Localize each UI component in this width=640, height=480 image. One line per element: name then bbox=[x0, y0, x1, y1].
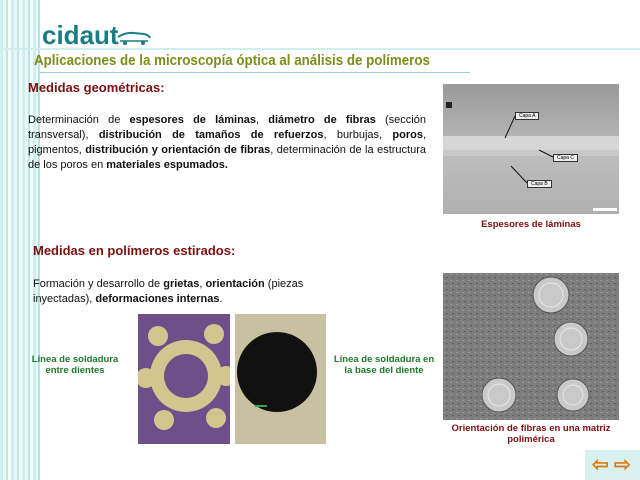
text-run: espesores de láminas bbox=[129, 114, 257, 126]
prev-arrow-icon[interactable]: ⇦ bbox=[592, 454, 609, 476]
laminate-caption: Espesores de láminas bbox=[481, 219, 581, 230]
text-run: grietas bbox=[163, 278, 200, 290]
text-run: distribución de tamaños de refuerzos bbox=[98, 129, 324, 141]
text-run: (piezas inyectadas), bbox=[33, 278, 304, 305]
layer-tag-a: Capa A bbox=[515, 112, 539, 120]
text-run: deformaciones internas bbox=[95, 293, 220, 305]
text-run: Determinación de bbox=[28, 114, 130, 126]
layer-tag-b: Capa B bbox=[527, 180, 552, 188]
car-logo-icon bbox=[116, 28, 152, 46]
fiber-caption: Orientación de fibras en una matriz polimérica bbox=[451, 423, 611, 445]
text-run: diámetro de fibras bbox=[268, 114, 376, 126]
text-run: , burbujas, bbox=[323, 129, 393, 141]
section-paragraph-stretched bbox=[33, 277, 343, 307]
text-run: materiales espumados. bbox=[106, 159, 228, 171]
section-heading-stretched: Medidas en polímeros estirados: bbox=[33, 243, 236, 258]
text-run: , pigmentos, bbox=[28, 129, 427, 156]
next-arrow-icon[interactable]: ⇨ bbox=[614, 454, 631, 476]
gear-micrograph-purple bbox=[138, 314, 230, 444]
text-run: orientación bbox=[205, 278, 265, 290]
laminate-micrograph bbox=[443, 84, 619, 214]
page-title: Aplicaciones de la microscopía óptica al análisis de polímeros bbox=[34, 53, 430, 69]
text-run: , bbox=[256, 114, 269, 126]
title-underline bbox=[40, 72, 470, 73]
decorative-stripes bbox=[0, 0, 38, 480]
section-heading-geometric: Medidas geométricas: bbox=[28, 80, 165, 95]
section-paragraph-geometric bbox=[28, 113, 426, 173]
text-run: poros bbox=[392, 129, 423, 141]
text-run: . bbox=[219, 293, 223, 305]
layer-tag-c: Capa C bbox=[553, 154, 578, 162]
fiber-orientation-micrograph bbox=[443, 273, 619, 420]
text-run: Formación y desarrollo de bbox=[33, 278, 164, 290]
caption-weld-line-teeth: Línea de soldadura entre dientes bbox=[31, 354, 119, 376]
caption-weld-line-base: Línea de soldadura en la base del diente bbox=[333, 354, 435, 376]
gear-micrograph-dark bbox=[235, 314, 326, 444]
text-run: (sección transversal), bbox=[28, 114, 426, 141]
text-run: distribución y orientación de fibras bbox=[85, 144, 271, 156]
text-run: , determinación de la estructura de los poros en bbox=[28, 144, 426, 171]
text-run: , bbox=[199, 278, 206, 290]
logo-text: cidaut bbox=[42, 20, 119, 50]
